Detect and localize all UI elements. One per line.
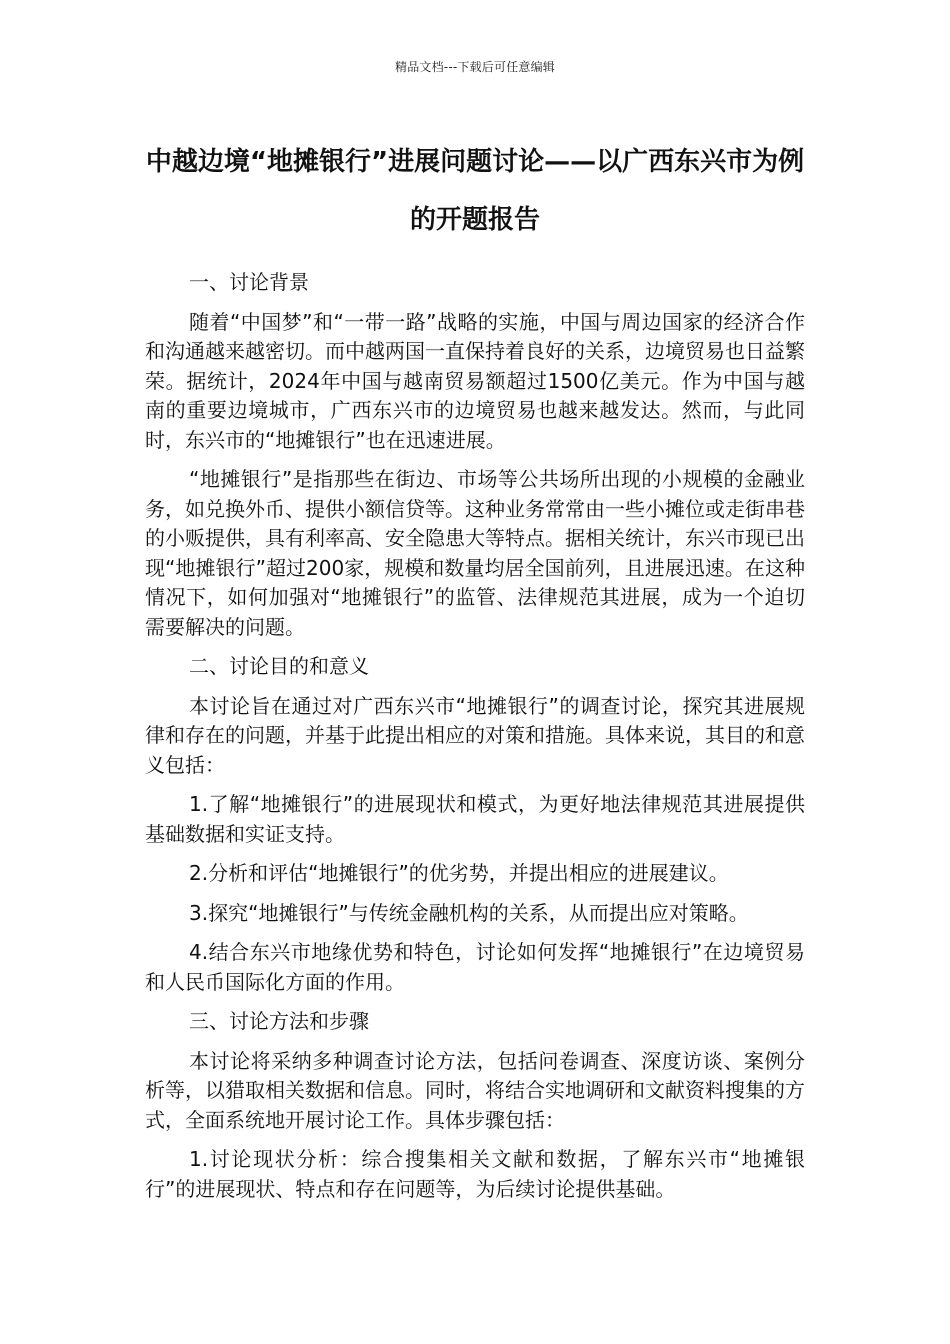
section-heading: 二、讨论目的和意义: [189, 654, 369, 678]
document-body: [145, 268, 805, 1214]
document-title: 中越边境“地摊银行”进展问题讨论——以广西东兴市为例的开题报告: [145, 147, 805, 235]
paragraph: 本讨论旨在通过对广西东兴市“地摊银行”的调查讨论，探究其进展规律和存在的问题，并基于此提出相应的对策和措施。具体来说，其目的和意义包括：: [145, 693, 805, 777]
paragraph: “地摊银行”是指那些在街边、市场等公共场所出现的小规模的金融业务，如兑换外币、提供小额信贷等。这种业务常常由一些小摊位或走街串巷的小贩提供，具有利率高、安全隐患大等特点。据相关统计，东兴市现已出现“地摊银行”超过200家，规模和数量均居全国前列，且进展迅速。在这种情况下，如何加强对“地摊银行”的监管、法律规范其进展，成为一个迫切需要解决的问题。: [145, 467, 805, 639]
paragraph: 本讨论将采纳多种调查讨论方法，包括问卷调查、深度访谈、案例分析等，以猎取相关数据和信息。同时，将结合实地调研和文献资料搜集的方式，全面系统地开展讨论工作。具体步骤包括：: [145, 1048, 805, 1132]
list-item: 3.探究“地摊银行”与传统金融机构的关系，从而提出应对策略。: [189, 900, 749, 925]
list-item: 1.讨论现状分析：综合搜集相关文献和数据，了解东兴市“地摊银行”的进展现状、特点和存在问题等，为后续讨论提供基础。: [145, 1147, 805, 1201]
section-heading: 一、讨论背景: [189, 270, 309, 294]
list-item: 1.了解“地摊银行”的进展现状和模式，为更好地法律规范其进展提供基础数据和实证支持。: [145, 792, 805, 846]
section-heading: 三、讨论方法和步骤: [189, 1009, 369, 1033]
list-item: 2.分析和评估“地摊银行”的优劣势，并提出相应的进展建议。: [189, 861, 729, 885]
list-item: 4.结合东兴市地缘优势和特色，讨论如何发挥“地摊银行”在边境贸易和人民币国际化方面的作用。: [145, 940, 805, 994]
header-note: 精品文档---下载后可任意编辑: [395, 60, 555, 74]
paragraph: 随着“中国梦”和“一带一路”战略的实施，中国与周边国家的经济合作和沟通越来越密切。而中越两国一直保持着良好的关系，边境贸易也日益繁荣。据统计，2024年中国与越南贸易额超过1500亿美元。作为中国与越南的重要边境城市，广西东兴市的边境贸易也越来越发达。然而，与此同时，东兴市的“地摊银行”也在迅速进展。: [145, 309, 805, 452]
